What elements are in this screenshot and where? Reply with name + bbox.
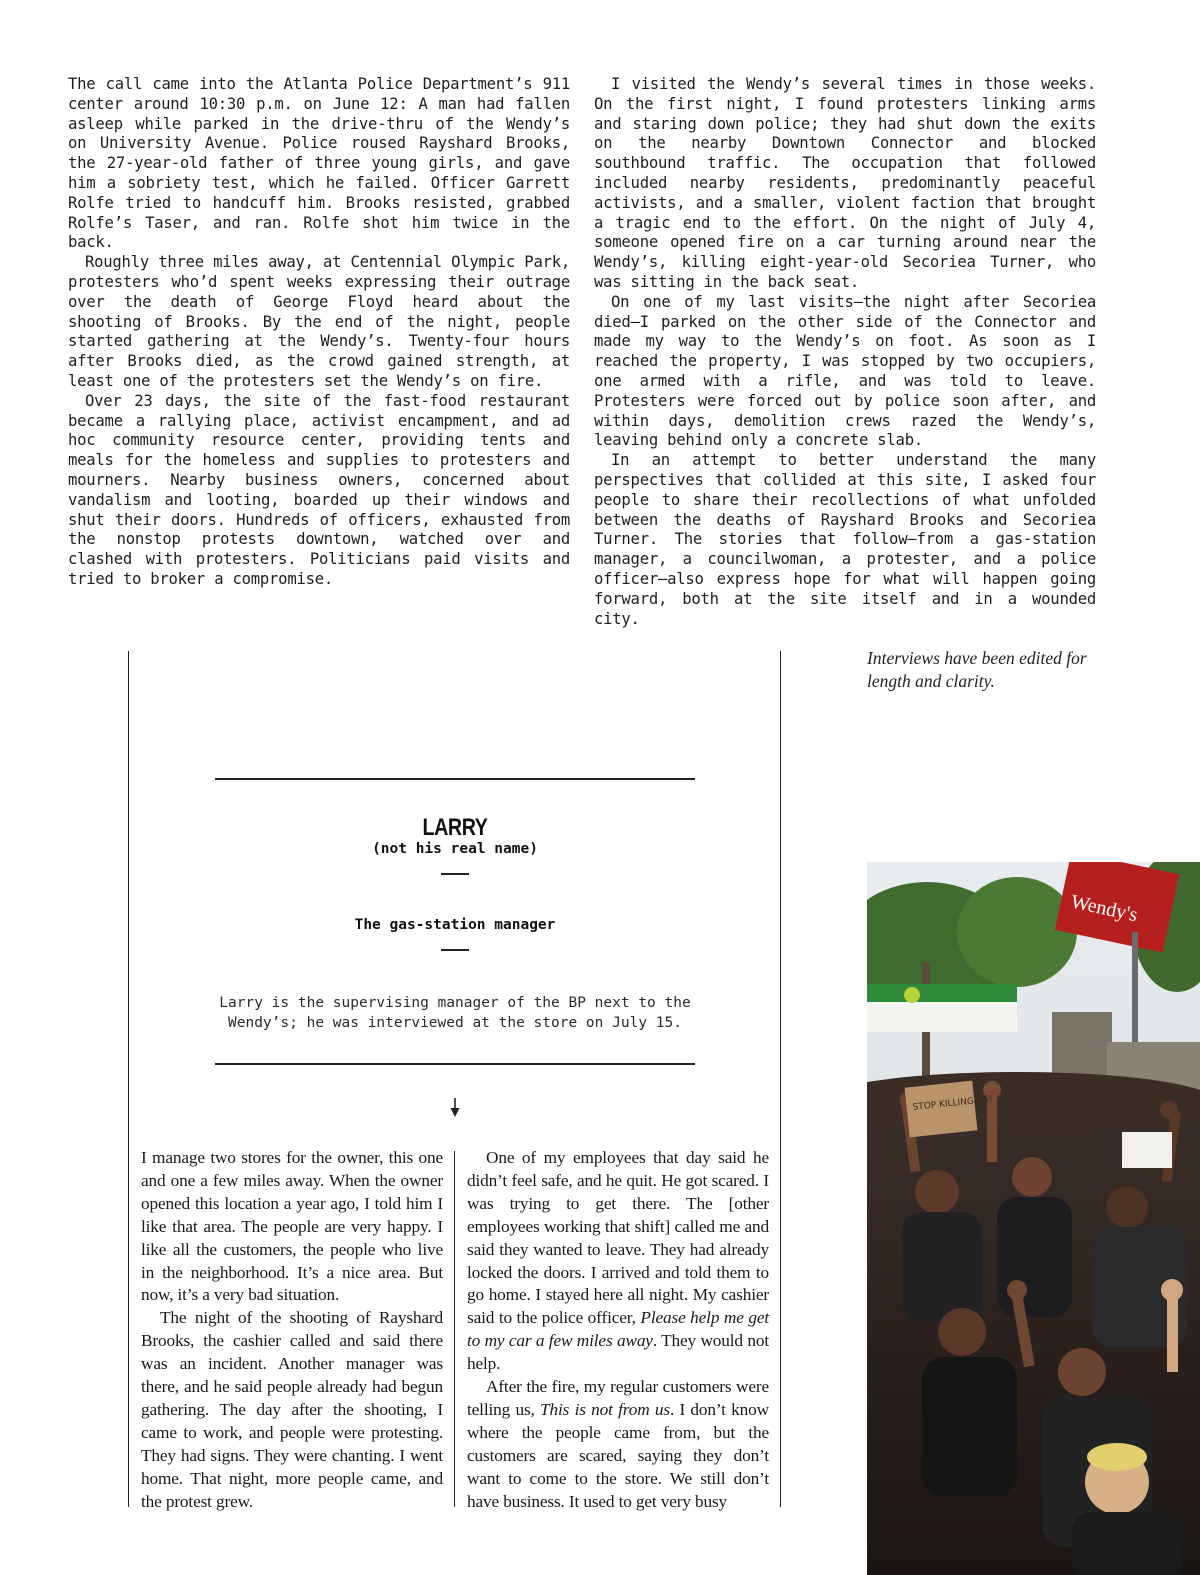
interviewee-name: LARRY <box>422 814 488 841</box>
text-run: After the fire, my regular customers were telling us, <box>467 1377 769 1419</box>
header-rule-top <box>215 778 695 780</box>
divider-short <box>441 949 469 951</box>
protest-photo-illustration <box>867 862 1200 1575</box>
store-sign-text: Wendy's <box>1068 890 1140 927</box>
intro-paragraph: I visited the Wendy’s several times in those weeks. On the first night, I found protesters linking arms and staring down police; they had shut down the exits on the nearby Downtown Connector and blocked southbound traffic. The occupation that followed included nearby residents, predominantly peaceful activists, and a smaller, violent faction that brought a tragic end to the effort. On the night of July 4, someone opened fire on a car turning around near the Wendy’s, killing eight-year-old Secoriea Turner, who was sitting in the back seat. <box>594 75 1096 291</box>
arrow-down-icon <box>449 1098 461 1118</box>
interviewee-name-note: (not his real name) <box>372 841 538 857</box>
text-run: . They would not help. <box>467 1331 769 1374</box>
intro-paragraph: Roughly three miles away, at Centennial Olympic Park, protesters who’d spent weeks expressing their outrage over the death of George Floyd heard about the shooting of Brooks. By the end of the night, people started gathering at the Wendy’s. Twenty-four hours after Brooks died, as the crowd gained strength, at least one of the protesters set the Wendy’s on fire. <box>68 253 570 390</box>
divider-short <box>441 873 469 875</box>
interviewee-bio: Larry is the supervising manager of the BP next to the Wendy’s; he was interviewed at the store on July 15. <box>219 995 691 1031</box>
text-run: . I don’t know where the people came from, but the customers are scared, saying they don’t want to come to the store. We still don’t have business. It used to get very busy <box>467 1399 769 1511</box>
text-run: One of my employees that day said he didn’t feel safe, and he quit. He got scared. I was trying to get there. The [other employees working that shift] called me and said they wanted to leave. They had already locked the doors. I arrived and told them to go home. I stayed here all night. My cashier said to the police officer, <box>467 1148 769 1328</box>
protest-photo <box>867 862 1200 1575</box>
header-rule-bottom <box>215 1063 695 1065</box>
intro-paragraph: Over 23 days, the site of the fast-food restaurant became a rallying place, activist encampment, and ad hoc community resource center, providing tents and meals for the homeless and supplies to protesters and mourners. Nearby business owners, concerned about vandalism and looting, boarded up their windows and shut their doors. Hundreds of officers, exhausted from the nonstop protests downtown, watched over and clashed with protesters. Politicians paid visits and tried to broker a compromise. <box>68 391 570 588</box>
interview-column-right <box>467 1147 769 1514</box>
intro-column-right <box>594 75 1096 629</box>
interview-paragraph <box>467 1376 769 1513</box>
interview-paragraph: I manage two stores for the owner, this one and one a few miles away. When the owner opened this location a year ago, I told him I like that area. The people are very happy. I like all the customers, the people who live in the neighborhood. It’s a nice area. But now, it’s a very bad situation. <box>141 1148 443 1305</box>
frame-rule-right <box>780 651 781 1507</box>
frame-rule-left <box>128 651 129 1507</box>
italic-quote: Please help me get to my car a few miles away <box>467 1308 769 1351</box>
interview-column-left <box>141 1147 443 1514</box>
interviewee-role: The gas-station manager <box>354 917 556 933</box>
intro-paragraph: On one of my last visits—the night after Secoriea died—I parked on the other side of the Connector and made my way to the Wendy’s on foot. As soon as I reached the property, I was stopped by two occupiers, one armed with a rifle, and was told to leave. Protesters were forced out by police soon after, and within days, demolition crews razed the Wendy’s, leaving behind only a concrete slab. <box>594 292 1096 450</box>
column-divider <box>454 1151 455 1507</box>
protest-sign-text: STOP KILLING US! <box>912 1094 994 1113</box>
intro-column-left <box>68 75 570 590</box>
interview-paragraph <box>467 1147 769 1376</box>
italic-quote: This is not from us <box>540 1399 670 1419</box>
intro-paragraph: The call came into the Atlanta Police Department’s 911 center around 10:30 p.m. on June 12: A man had fallen asleep while parked in the drive-thru of the Wendy’s on University Avenue. Police roused Rayshard Brooks, the 27-year-old father of three young girls, and gave him a sobriety test, which he failed. Officer Garrett Rolfe tried to handcuff him. Brooks resisted, grabbed Rolfe’s Taser, and ran. Rolfe shot him twice in the back. <box>68 75 570 252</box>
intro-paragraph: In an attempt to better understand the many perspectives that collided at this site, I asked four people to share their recollections of what unfolded between the deaths of Rayshard Brooks and Secoriea Turner. The stories that follow—from a gas-station manager, a councilwoman, a protester, and a police officer—also express hope for what will happen going forward, both at the site itself and in a wounded city. <box>594 451 1096 628</box>
editor-note: Interviews have been edited for length and clarity. <box>867 648 1087 691</box>
interview-paragraph: The night of the shooting of Rayshard Brooks, the cashier called and said there was an incident. Another manager was there, and he said people already had begun gathering. The day after the shooting, I came to work, and people were protesting. They had signs. They were chanting. I went home. That night, more people came, and the protest grew. <box>141 1308 443 1511</box>
